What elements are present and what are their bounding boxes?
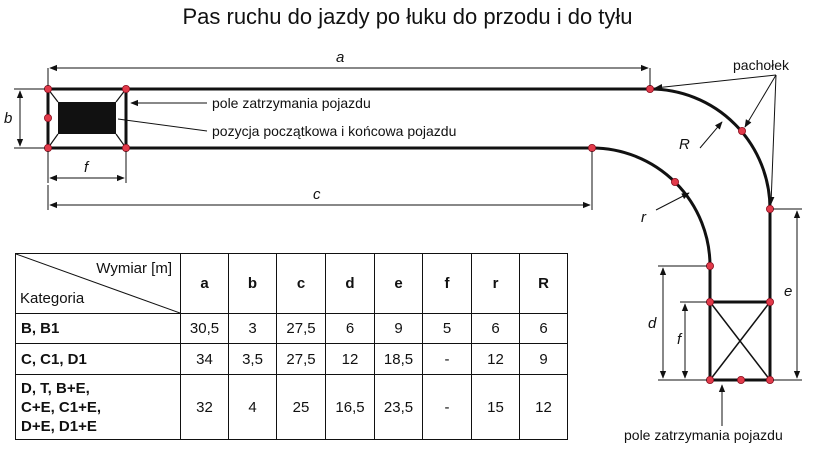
label-stop-field-bottom: pole zatrzymania pojazdu [624,427,783,443]
cone [737,376,744,383]
leader-start-position [118,119,207,131]
header-category: Kategoria [20,290,85,307]
value-cell: 9 [375,314,423,344]
value-cell: 4 [229,375,277,440]
cone [706,262,713,269]
cone [44,114,51,121]
category-cell [16,314,181,344]
column-header: r [472,254,520,314]
value-cell: 27,5 [277,314,326,344]
label-R: R [679,136,690,153]
label-b: b [4,110,13,127]
label-d: d [648,315,657,332]
column-header: d [326,254,375,314]
column-header: R [520,254,568,314]
category-line: B, B1 [21,320,60,337]
value-cell: 12 [326,344,375,375]
value-cell: 32 [181,375,229,440]
value-cell: 12 [472,344,520,375]
value-cell: 27,5 [277,344,326,375]
value-cell: - [423,344,472,375]
cone [44,85,51,92]
label-c: c [313,186,321,203]
value-cell: 18,5 [375,344,423,375]
category-cell [16,344,181,375]
value-cell: 12 [520,375,568,440]
cone [44,144,51,151]
cone [706,298,713,305]
category-line: D, T, B+E, [21,379,90,397]
label-r: r [641,209,646,226]
cone [122,85,129,92]
value-cell: 25 [277,375,326,440]
table-corner-cell [16,254,181,314]
value-cell: 30,5 [181,314,229,344]
dim-R-arrow [700,122,722,148]
column-header: a [181,254,229,314]
value-cell: - [423,375,472,440]
leader-pacholek-3 [771,75,776,204]
label-pacholek: pachołek [733,57,790,73]
value-cell: 3 [229,314,277,344]
cone [766,376,773,383]
category-line: C+E, C1+E, [21,398,102,416]
category-cell [16,375,181,440]
cone [122,144,129,151]
label-stop-field-top: pole zatrzymania pojazdu [212,95,371,111]
category-line: C, C1, D1 [21,350,87,368]
category-line: D+E, D1+E [21,417,97,435]
header-dimension: Wymiar [m] [96,260,172,277]
table-row [16,314,568,344]
leader-pacholek-1 [655,75,776,88]
dimensions-table [15,253,568,440]
table-row [16,344,568,375]
vehicle-position [58,102,116,134]
table-row [16,375,568,440]
cone [588,144,595,151]
dim-r-arrow [656,193,689,210]
value-cell: 16,5 [326,375,375,440]
stop-field-cross [710,302,770,380]
cone [766,298,773,305]
diagram-title: Pas ruchu do jazdy po łuku do przodu i do tyłu [182,4,633,29]
value-cell: 6 [520,314,568,344]
column-header: f [423,254,472,314]
column-header: b [229,254,277,314]
label-f-bottom: f [677,331,682,348]
cone [646,85,653,92]
cone [671,178,678,185]
cone [706,376,713,383]
leader-pacholek-2 [745,75,776,127]
value-cell: 15 [472,375,520,440]
label-a: a [336,49,345,66]
value-cell: 9 [520,344,568,375]
label-f-top: f [84,159,89,176]
value-cell: 6 [326,314,375,344]
label-e: e [784,283,793,300]
column-header: c [277,254,326,314]
column-header: e [375,254,423,314]
table-header-row [16,254,568,314]
value-cell: 23,5 [375,375,423,440]
value-cell: 6 [472,314,520,344]
label-start-position: pozycja początkowa i końcowa pojazdu [212,123,457,139]
cone [738,127,745,134]
value-cell: 3,5 [229,344,277,375]
value-cell: 34 [181,344,229,375]
cone [766,205,773,212]
value-cell: 5 [423,314,472,344]
